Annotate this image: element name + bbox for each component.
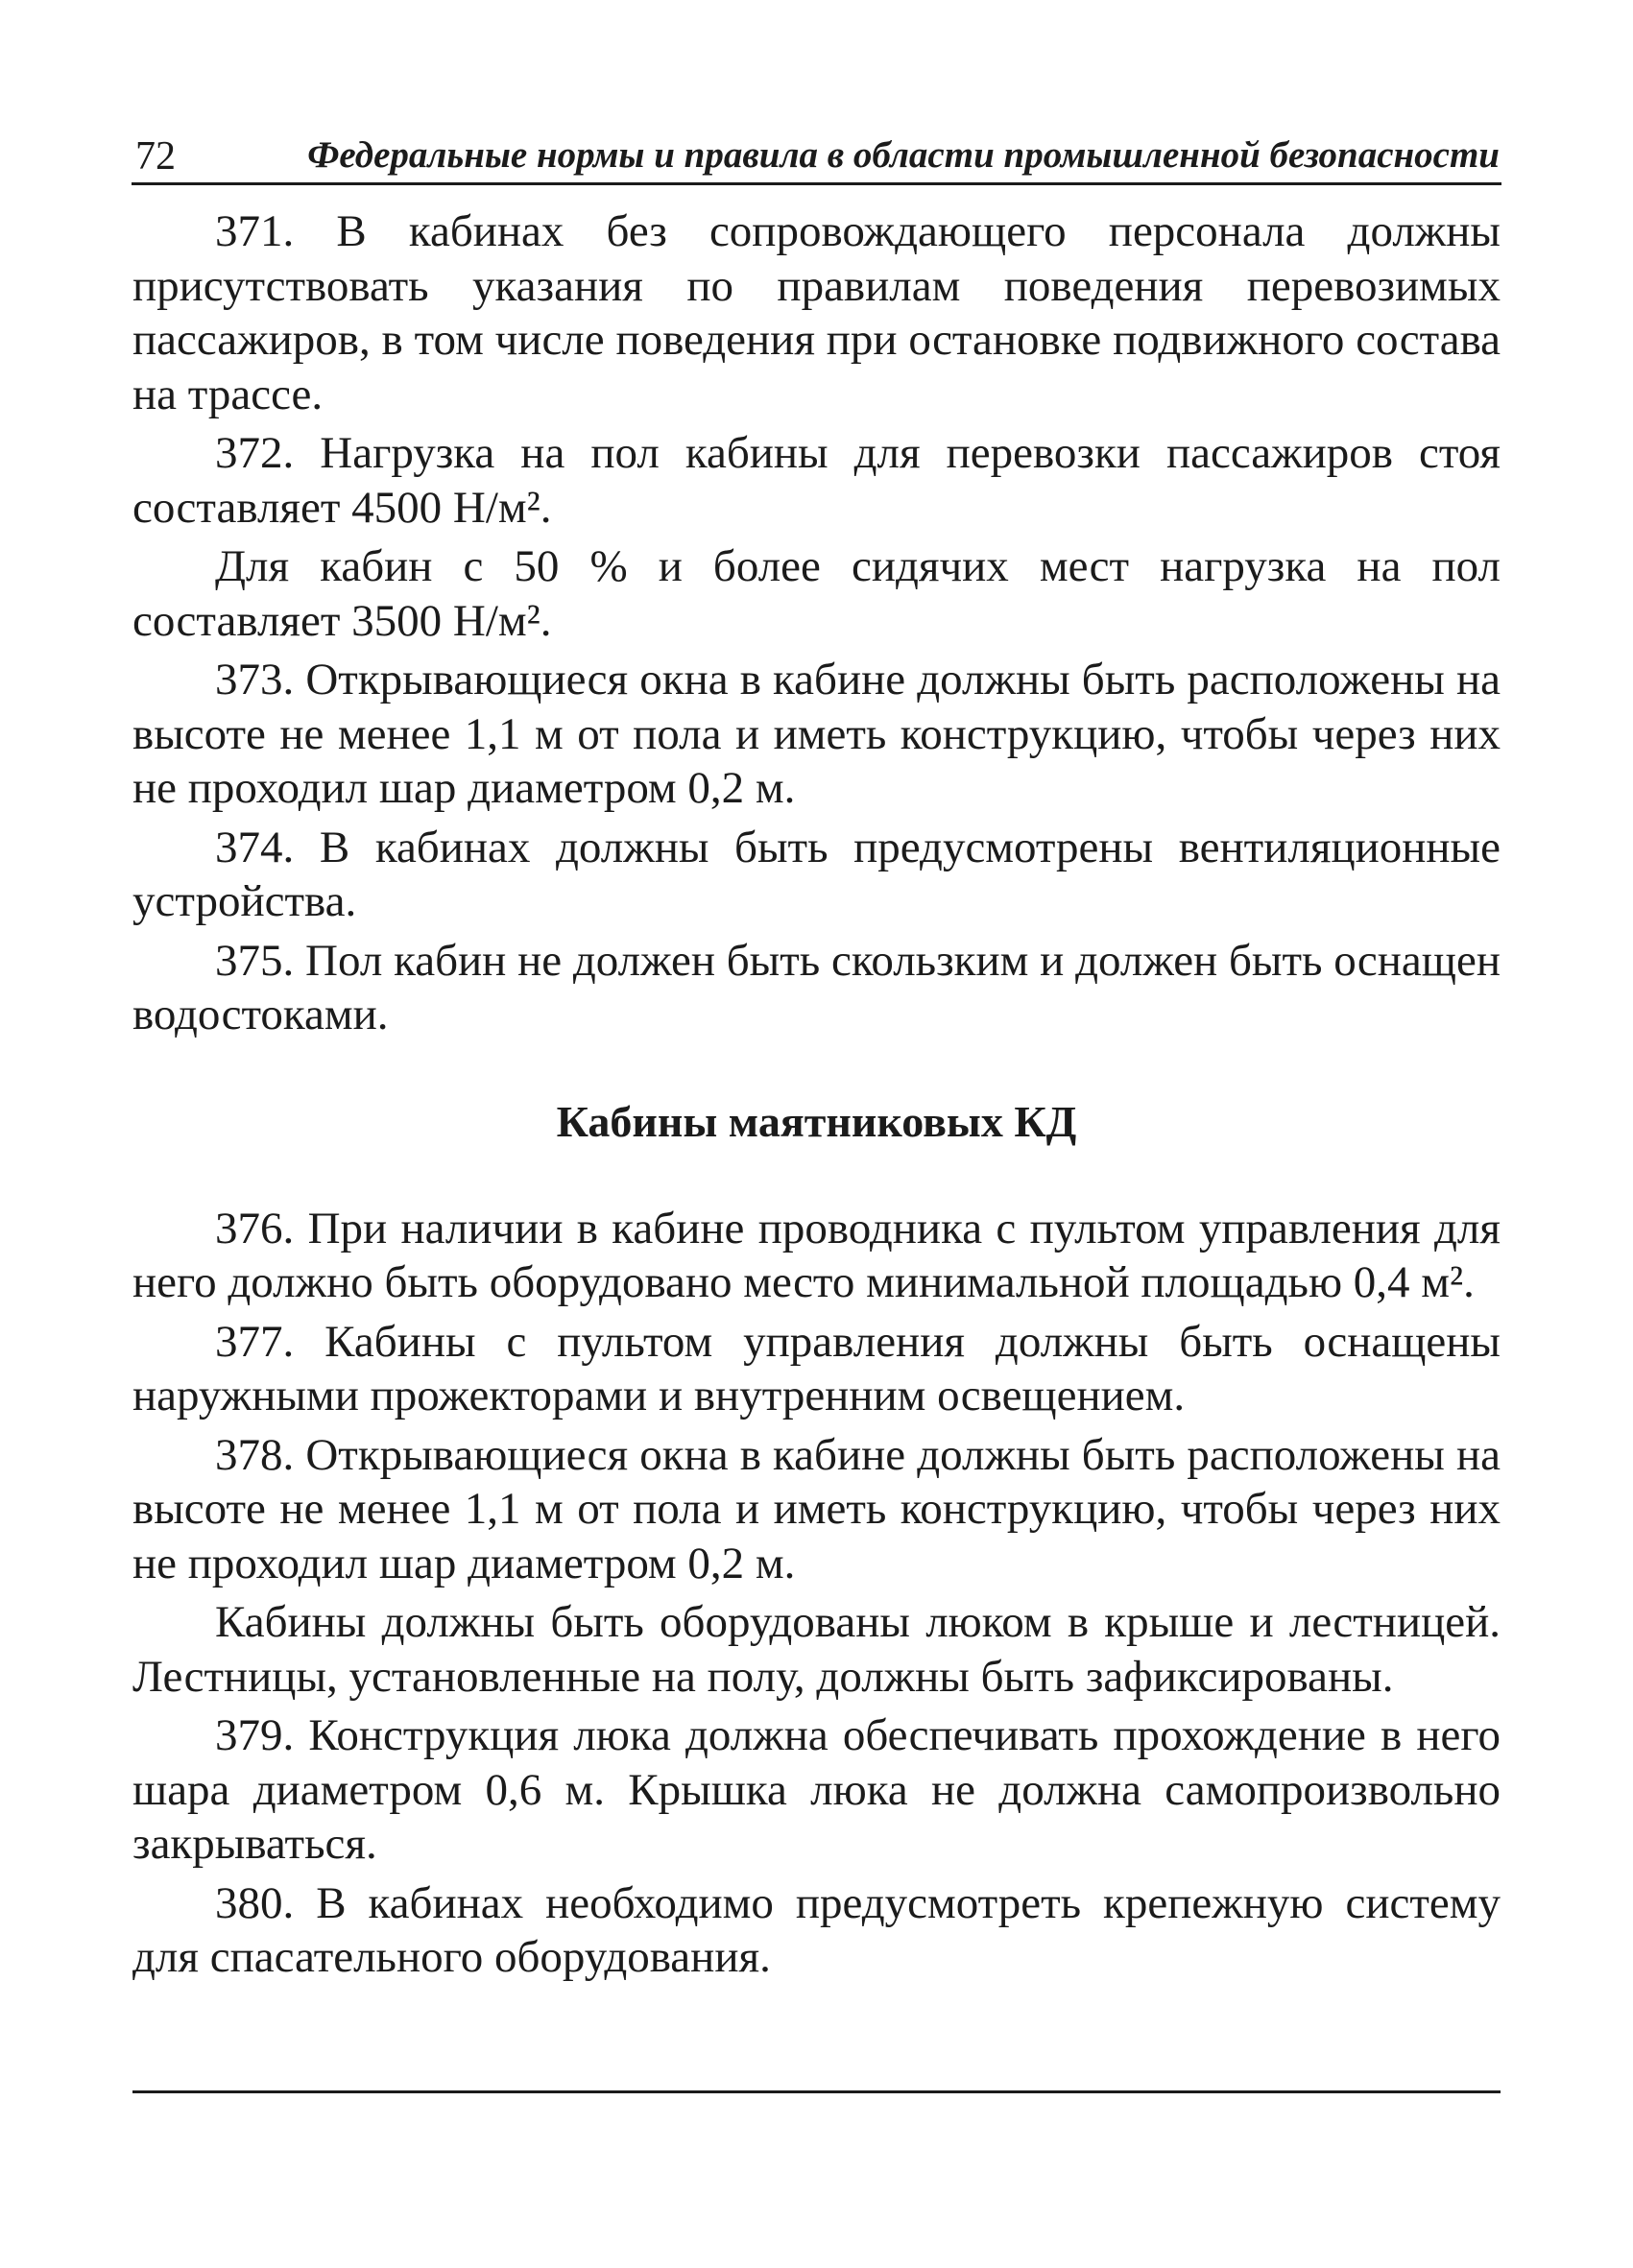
paragraph-375: 375. Пол кабин не должен быть скользким и должен быть оснащен водостоками. — [132, 935, 1501, 1039]
paragraph-371: 371. В кабинах без сопровождающего персонала должны присутствовать указания по правилам поведения перевозимых пассажиров, в том числе поведения при остановке подвижного состава на трассе. — [132, 206, 1501, 419]
paragraph-379: 379. Конструкция люка должна обеспечивать прохождение в него шара диаметром 0,6 м. Крышка люка не должна самопроизвольно закрываться. — [132, 1710, 1501, 1869]
paragraph-374: 374. В кабинах должны быть предусмотрены вентиляционные устройства. — [132, 822, 1501, 926]
page-body — [132, 204, 1501, 1990]
paragraph-373: 373. Открывающиеся окна в кабине должны быть расположены на высоте не менее 1,1 м от пола и иметь конструкцию, чтобы через них не проходил шар диаметром 0,2 м. — [132, 655, 1501, 813]
running-title: Федеральные нормы и правила в области промышленной безопасности — [307, 134, 1500, 176]
page-number: 72 — [135, 134, 176, 179]
paragraph-372: 372. Нагрузка на пол кабины для перевозки пассажиров стоя составляет 4500 Н/м². — [132, 428, 1501, 533]
paragraph-380: 380. В кабинах необходимо предусмотреть крепежную систему для спасательного оборудования. — [132, 1877, 1501, 1982]
section-heading: Кабины маятниковых КД — [556, 1096, 1077, 1146]
paragraph-372-seats: Для кабин с 50 % и более сидячих мест нагрузка на пол составляет 3500 Н/м². — [132, 541, 1501, 646]
paragraph-378-hatch: Кабины должны быть оборудованы люком в крыше и лестницей. Лестницы, установленные на полу, должны быть зафиксированы. — [132, 1597, 1501, 1702]
footer-rule — [132, 2090, 1501, 2093]
page-header — [132, 123, 1501, 185]
paragraph-378: 378. Открывающиеся окна в кабине должны быть расположены на высоте не менее 1,1 м от пола и иметь конструкцию, чтобы через них не проходил шар диаметром 0,2 м. — [132, 1429, 1501, 1588]
paragraph-377: 377. Кабины с пультом управления должны быть оснащены наружными прожекторами и внутренним освещением. — [132, 1316, 1501, 1420]
paragraph-376: 376. При наличии в кабине проводника с пультом управления для него должно быть оборудовано место минимальной площадью 0,4 м². — [132, 1203, 1501, 1307]
